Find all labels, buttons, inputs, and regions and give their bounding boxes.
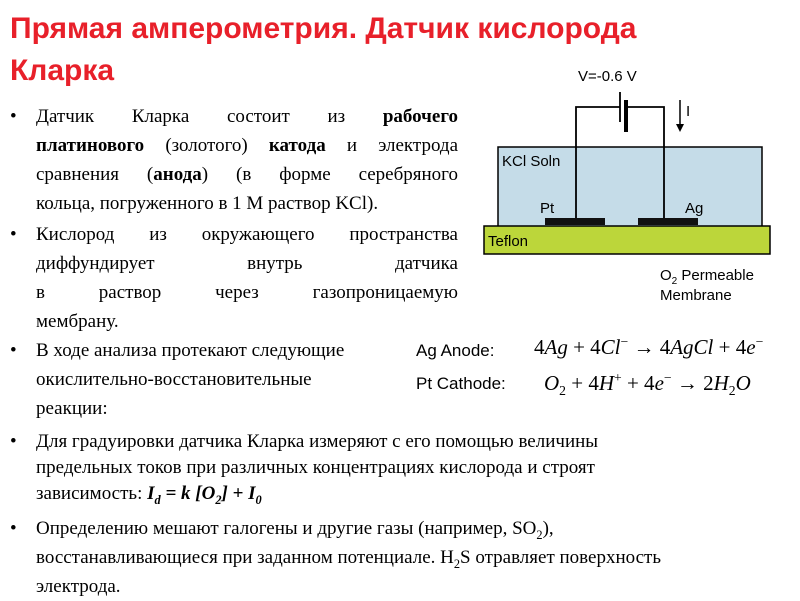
current-arrow-head	[676, 124, 684, 132]
pt-label: Pt	[540, 200, 555, 217]
anode-reaction: 4Ag + 4Cl− → 4AgCl + 4e−	[534, 334, 764, 359]
bullet-marker: •	[10, 106, 17, 127]
membrane-label-line-2: Membrane	[660, 287, 732, 304]
bullet-interference	[10, 514, 776, 601]
bullet-marker: •	[10, 224, 17, 245]
bullet-4-line-1: Для градуировки датчика Кларка измеряют с его помощью величины	[36, 431, 599, 452]
current-label: I	[686, 103, 691, 120]
bullet-1-line-2: платинового (золотого) катода и электрода	[36, 135, 459, 156]
kcl-solution-label: KCl Soln	[502, 153, 561, 170]
voltage-label: V=-0.6 V	[578, 68, 637, 85]
bullet-marker: •	[10, 431, 17, 452]
bullet-marker: •	[10, 340, 17, 361]
bullet-5-line-1: Определению мешают галогены и другие газы (например, $SO_2$),	[36, 518, 554, 542]
bullet-3-line-1: В ходе анализа протекают следующие	[36, 340, 345, 361]
bullet-4-line-3: зависимость: $I_d = k$ $[O_2] + I_0$	[36, 483, 262, 507]
anode-label: Ag Anode:	[416, 341, 495, 360]
bullet-2-line-1: Кислород из окружающего пространства	[36, 224, 458, 245]
bullet-4-line-2: предельных токов при различных концентрациях кислорода и строят	[36, 457, 595, 478]
cathode-reaction: $O_2 + 4H^+ + 4e^- \to 2H_2O$	[544, 370, 751, 399]
bullet-3-line-3: реакции:	[36, 398, 108, 419]
cathode-label: Pt Cathode:	[416, 374, 506, 393]
bullet-2-line-3: в раствор через газопроницаемую	[36, 282, 458, 303]
bullet-5-line-2: восстанавливающиеся при заданном потенциале. $H_2S$ отравляет поверхность	[36, 547, 662, 571]
bullet-2-line-4: мембрану.	[36, 311, 119, 332]
bullet-3-line-2: окислительно-восстановительные	[36, 369, 312, 390]
membrane-label-line-1: $O_2$ Permeable	[660, 267, 754, 287]
bullet-redox-reactions	[10, 336, 416, 423]
bullet-1-line-3: сравнения (анода) (в форме серебряного	[36, 164, 459, 185]
bullet-1-line-4: кольца, погруженного в 1 М раствор KCl).	[36, 193, 379, 214]
clark-sensor-diagram	[470, 62, 790, 312]
bullet-calibration	[10, 429, 756, 507]
bullet-oxygen-diffusion	[10, 220, 458, 336]
bullet-marker: •	[10, 518, 17, 539]
bullet-clark-composition	[10, 102, 459, 218]
title-line-2: Кларка	[10, 54, 115, 87]
bullet-5-line-3: электрода.	[36, 576, 121, 597]
bullet-1-line-1: Датчик Кларка состоит из рабочего	[36, 106, 458, 127]
bullet-2-line-2: диффундирует внутрь датчика	[36, 253, 458, 274]
calibration-formula: $I_d = k$ $[O_2] + I_0$	[147, 483, 262, 507]
ag-label: Ag	[685, 200, 704, 217]
pt-cathode	[545, 218, 605, 225]
ag-anode	[638, 218, 698, 225]
teflon-label: Teflon	[488, 233, 529, 250]
title-line-1: Прямая амперометрия. Датчик кислорода	[10, 12, 637, 45]
